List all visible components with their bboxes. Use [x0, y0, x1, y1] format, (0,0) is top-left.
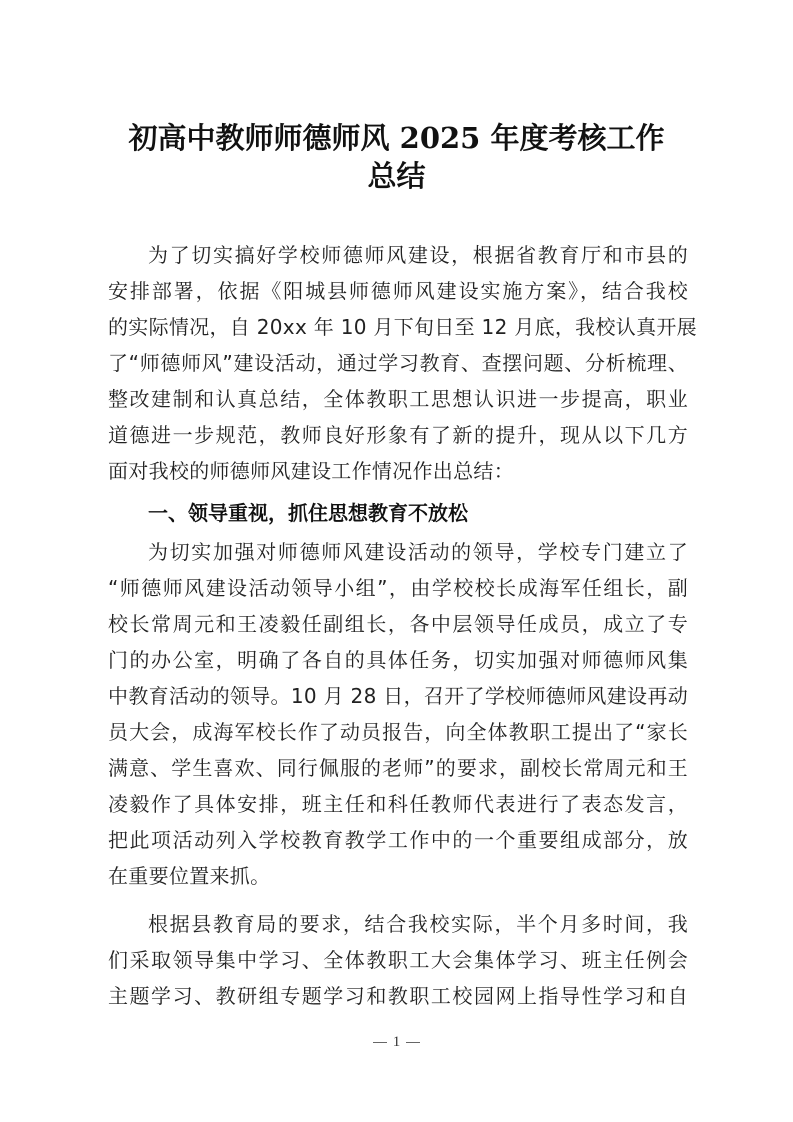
page-footer	[0, 1034, 793, 1051]
paragraph-line: 的实际情况，自 20xx 年 10 月下旬日至 12 月底，我校认真开展	[108, 315, 697, 339]
paragraph-line: 校长常周元和王凌毅任副组长，各中层领导任成员，成立了专	[108, 612, 688, 636]
paragraph-line: 们采取领导集中学习、全体教职工大会集体学习、班主任例会	[108, 948, 688, 972]
paragraph-line: 门的办公室，明确了各自的具体任务，切实加强对师德师风集	[108, 648, 688, 672]
footer-dash-left	[373, 1042, 387, 1043]
document-title-line-2: 总结	[367, 159, 426, 193]
paragraph-line: “师德师风建设活动领导小组”，由学校校长成海军任组长，副	[108, 576, 688, 600]
paragraph-line: 把此项活动列入学校教育教学工作中的一个重要组成部分，放	[108, 828, 688, 852]
paragraph-line: 主题学习、教研组专题学习和教职工校园网上指导性学习和自	[108, 984, 688, 1008]
paragraph-line: 安排部署，依据《阳城县师德师风建设实施方案》，结合我校	[108, 279, 688, 303]
section-heading: 一、领导重视，抓住思想教育不放松	[148, 501, 468, 525]
paragraph-line: 为了切实搞好学校师德师风建设，根据省教育厅和市县的	[148, 243, 688, 267]
paragraph-line: 在重要位置来抓。	[108, 864, 271, 888]
paragraph-line: 了“师德师风”建设活动，通过学习教育、查摆问题、分析梳理、	[108, 351, 688, 375]
paragraph-line: 中教育活动的领导。10 月 28 日，召开了学校师德师风建设再动	[108, 684, 688, 708]
footer-dash-right	[406, 1042, 420, 1043]
paragraph-line: 为切实加强对师德师风建设活动的领导，学校专门建立了	[148, 540, 688, 564]
paragraph-line: 员大会，成海军校长作了动员报告，向全体教职工提出了“家长	[108, 720, 688, 744]
document-title-line-1: 初高中教师师德师风 2025 年度考核工作	[128, 121, 665, 155]
paragraph-line: 根据县教育局的要求，结合我校实际，半个月多时间，我	[148, 912, 688, 936]
paragraph-line: 整改建制和认真总结，全体教职工思想认识进一步提高，职业	[108, 387, 688, 411]
paragraph-line: 面对我校的师德师风建设工作情况作出总结：	[108, 459, 514, 483]
page-number: 1	[392, 1034, 401, 1050]
paragraph-line: 凌毅作了具体安排，班主任和科任教师代表进行了表态发言，	[108, 792, 688, 816]
paragraph-line: 满意、学生喜欢、同行佩服的老师”的要求，副校长常周元和王	[108, 756, 688, 780]
paragraph-line: 道德进一步规范，教师良好形象有了新的提升，现从以下几方	[108, 423, 688, 447]
